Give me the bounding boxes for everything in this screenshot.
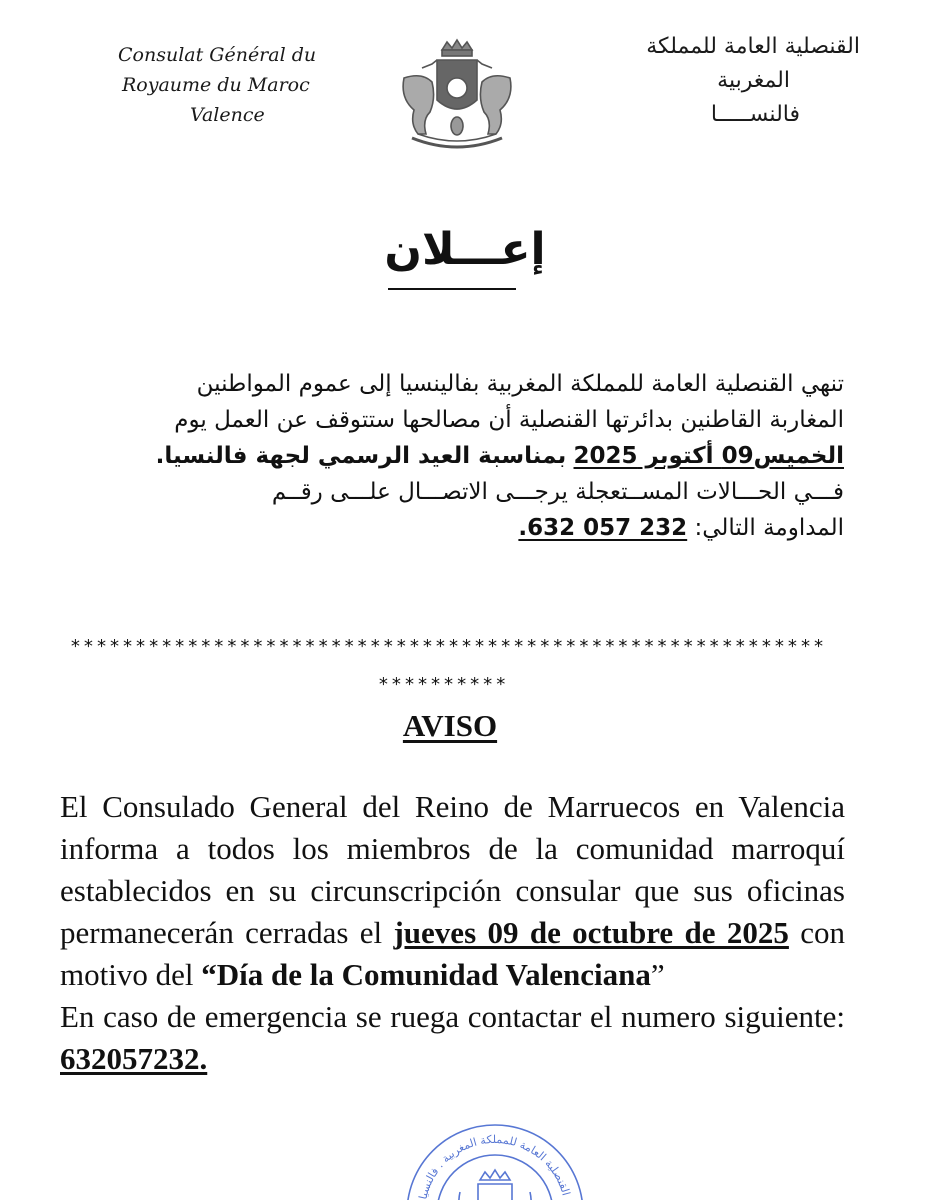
emergency-label-arabic: المداومة التالي:	[694, 515, 844, 541]
announcement-body-spanish	[60, 786, 845, 1080]
arabic-body-line-5	[62, 510, 844, 546]
moroccan-coat-of-arms-icon	[392, 38, 522, 158]
title-underline	[388, 288, 516, 290]
consulate-name-ar-line-2: المغربية	[717, 68, 790, 93]
consulate-name-ar-line-3: فالنســـــا	[710, 102, 800, 127]
closure-reason-arabic: بمناسبة العيد الرسمي لجهة فالنسيا.	[155, 443, 567, 469]
spanish-text-intro: El Consulado General del Reino de Marruecos en Valencia informa a todos los miembros de la comunidad marroquí establecidos en su circunscripción consular que sus oficinas permanecerán cerradas el	[60, 789, 845, 950]
holiday-name-spanish: “Día de la Comunidad Valenciana	[201, 957, 651, 992]
separator-stars: **********************************************************	[70, 636, 827, 657]
arabic-body-line-1: تنهي القنصلية العامة للمملكة المغربية بفالينسيا إلى عموم المواطنين	[196, 371, 844, 397]
spanish-paragraph-1	[60, 786, 845, 996]
arabic-body-line-2: المغاربة القاطنين بدائرتها القنصلية أن مصالحها ستتوقف عن العمل يوم	[174, 407, 844, 433]
separator-stars-short: **********	[378, 674, 509, 695]
closure-date-spanish: jueves 09 de octubre de 2025	[393, 915, 789, 950]
closing-quote: ”	[650, 957, 665, 992]
stamp-text: القنصلية العامة للمملكة المغربية . فالنسيا	[416, 1132, 573, 1200]
consulate-name-french	[100, 40, 360, 130]
arabic-body-line-4: فـــي الحـــالات المســتعجلة يرجـــى الاتصـــال علـــى رقــم	[271, 479, 844, 505]
announcement-title-arabic: إعـــلان	[384, 224, 546, 275]
spanish-text-motive: con motivo del	[60, 915, 845, 992]
consulate-name-line-1: Consulat Général du	[118, 44, 317, 66]
consulate-name-line-3: Valence	[190, 104, 265, 126]
announcement-body-arabic	[62, 366, 844, 546]
closure-date-arabic: الخميس09 أكتوبر 2025	[573, 443, 844, 469]
consulate-name-arabic	[560, 30, 860, 132]
arabic-body-line-3	[62, 438, 844, 474]
announcement-title-spanish: AVISO	[402, 708, 498, 743]
emergency-number-arabic: .632 057 232	[518, 515, 688, 541]
consulate-name-line-2: Royaume du Maroc	[122, 74, 310, 96]
consulate-name-ar-line-1: القنصلية العامة للمملكة	[646, 34, 860, 59]
official-stamp-icon	[400, 1118, 590, 1200]
emergency-number-spanish: 632057232.	[60, 1041, 208, 1076]
spanish-emergency-text: En caso de emergencia se ruega contactar el numero siguiente:	[60, 999, 845, 1034]
spanish-paragraph-2	[60, 996, 845, 1080]
